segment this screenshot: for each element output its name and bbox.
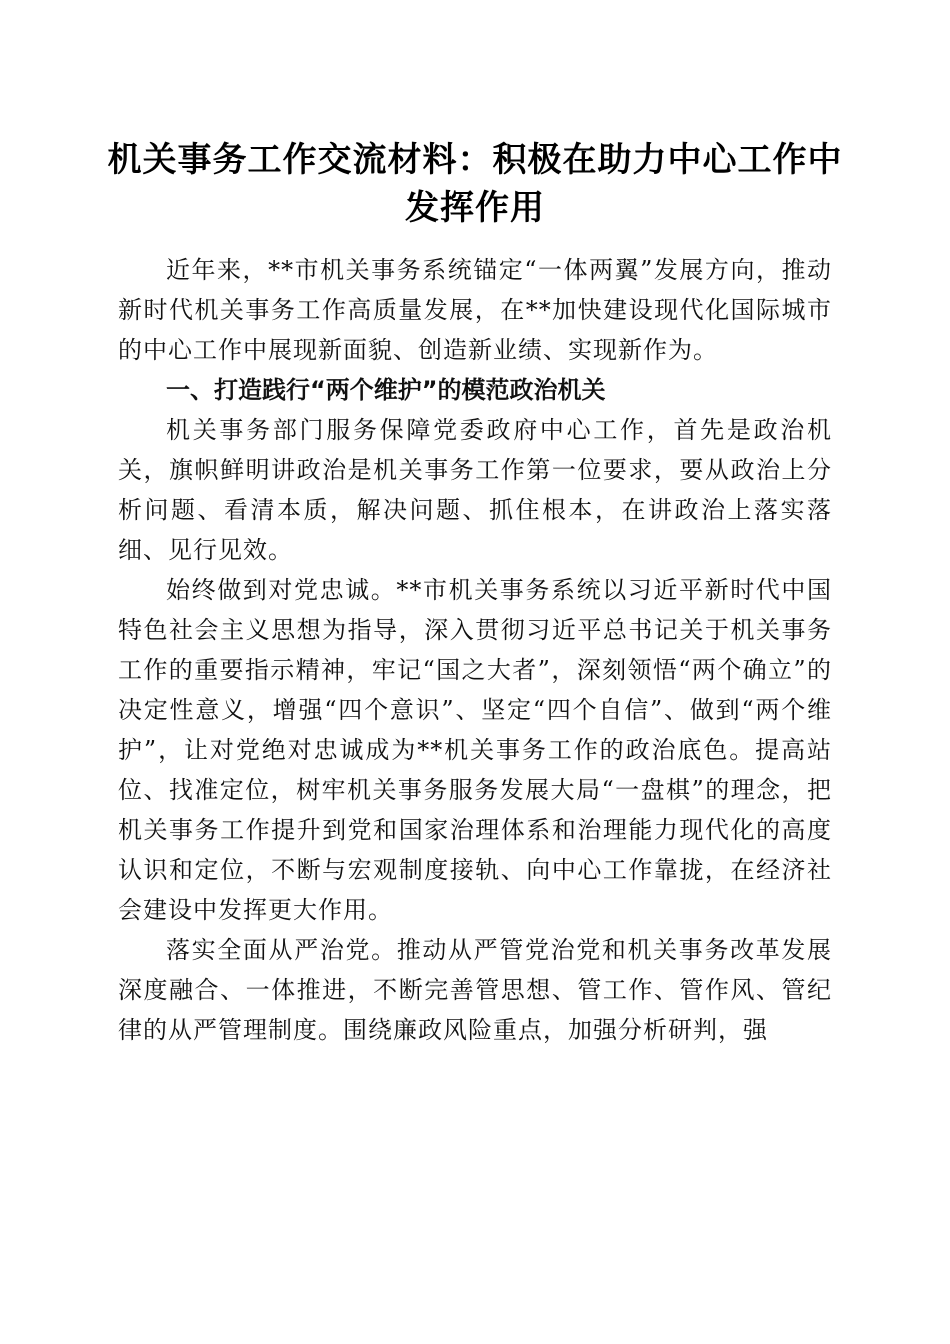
- section-1-paragraph-2: 始终做到对党忠诚。**市机关事务系统以习近平新时代中国特色社会主义思想为指导，深入贯彻习近平总书记关于机关事务工作的重要指示精神，牢记“国之大者”，深刻领悟“两个确立”的决定性意义，增强“四个意识”、坚定“四个自信”、做到“两个维护”，让对党绝对忠诚成为**机关事务工作的政治底色。提高站位、找准定位，树牢机关事务服务发展大局“一盘棋”的理念，把机关事务工作提升到党和国家治理体系和治理能力现代化的高度认识和定位，不断与宏观制度接轨、向中心工作靠拢，在经济社会建设中发挥更大作用。: [118, 576, 832, 924]
- intro-paragraph: 近年来，**市机关事务系统锚定“一体两翼”发展方向，推动新时代机关事务工作高质量发展，在**加快建设现代化国际城市的中心工作中展现新面貌、创造新业绩、实现新作为。: [118, 256, 832, 364]
- document-title: 机关事务工作交流材料：积极在助力中心工作中发挥作用: [107, 140, 843, 228]
- section-1-paragraph-1: 机关事务部门服务保障党委政府中心工作，首先是政治机关，旗帜鲜明讲政治是机关事务工作第一位要求，要从政治上分析问题、看清本质，解决问题、抓住根本，在讲政治上落实落细、见行见效。: [118, 416, 832, 564]
- document-body: [118, 250, 832, 1050]
- section-1-heading: 一、打造践行“两个维护”的模范政治机关: [166, 376, 606, 404]
- section-1-paragraph-3: 落实全面从严治党。推动从严管党治党和机关事务改革发展深度融合、一体推进，不断完善管思想、管工作、管作风、管纪律的从严管理制度。围绕廉政风险重点，加强分析研判，强: [118, 936, 832, 1044]
